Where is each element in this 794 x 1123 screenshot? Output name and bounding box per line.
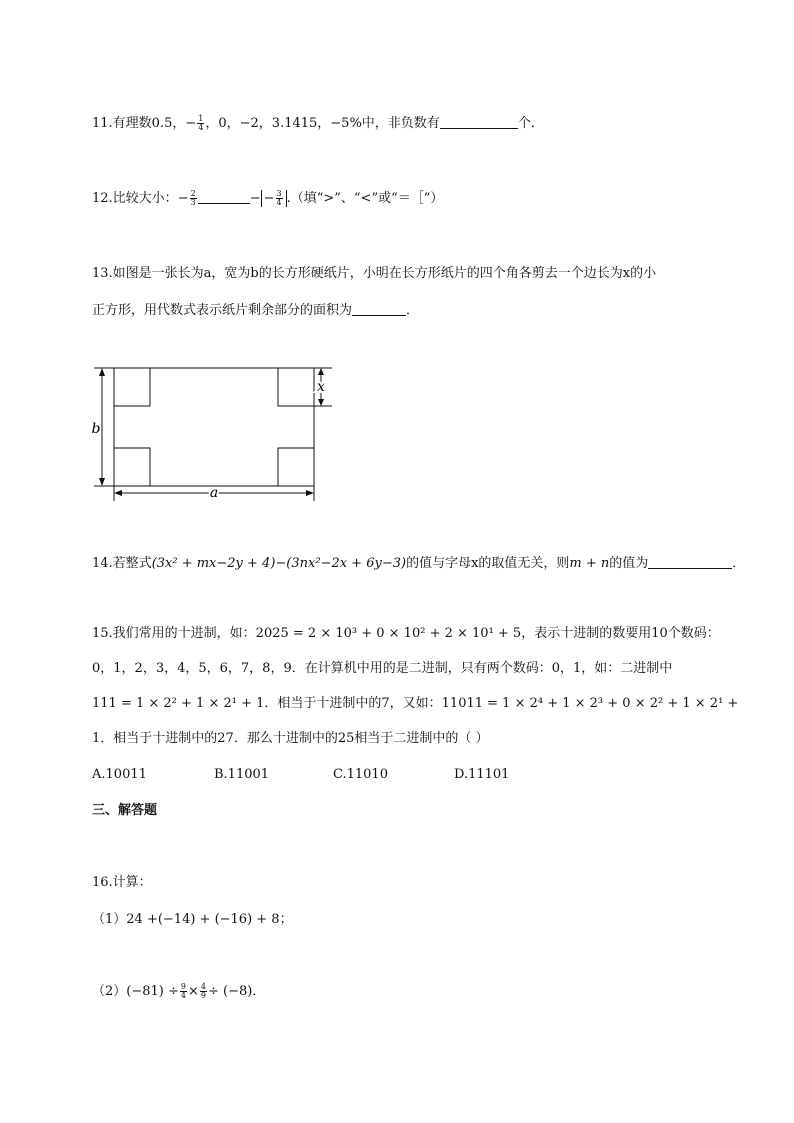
q14-answer-blank[interactable]	[648, 554, 732, 569]
q16-part2-suffix: ÷ (−8)．	[207, 984, 266, 999]
q16-f2-den: 9	[200, 991, 206, 1000]
q12-frac2-den: 4	[276, 198, 282, 207]
q12-suffix: .（填“>”、“<”或“＝［”）	[286, 191, 444, 206]
q11-fraction	[197, 115, 204, 132]
q13-answer-blank[interactable]	[352, 301, 406, 316]
q13-line2-prefix: 正方形，用代数式表示纸片剩余部分的面积为	[92, 303, 353, 318]
q11-answer-blank[interactable]	[440, 114, 518, 129]
question-16-part-2	[92, 982, 265, 1002]
question-12	[92, 189, 443, 209]
question-14	[92, 554, 745, 574]
corner-square-bottom-right	[278, 448, 314, 486]
question-15-line-3: 111 = 1 × 2² + 1 × 2¹ + 1．相当于十进制中的7，又如：11011 = 1 × 2⁴ + 1 × 2³ + 0 × 2² + 1 × 2¹ +	[92, 696, 739, 711]
question-13-line-2	[92, 301, 419, 321]
question-15-line-4: 1．相当于十进制中的27．那么十进制中的25相当于二进制中的（ ）	[92, 731, 489, 746]
q13-line2-suffix: ．	[406, 303, 420, 318]
q12-inner-neg: −	[263, 191, 275, 206]
q16-times: ×	[187, 984, 199, 999]
question-11	[92, 114, 544, 134]
question-13-line-1: 13.如图是一张长为a，宽为b的长方形硬纸片，小明在长方形纸片的四个角各剪去一个边长为x的小	[92, 266, 657, 281]
q14-prefix: 14.若整式	[92, 556, 152, 571]
q14-suffix-text: 的值为	[609, 556, 649, 571]
q14-end: ．	[732, 556, 746, 571]
q12-neg2: −	[249, 191, 261, 206]
option-d[interactable]: D.11101	[454, 767, 510, 782]
question-16-part-1: （1）24 +(−14) + (−16) + 8；	[92, 912, 293, 927]
option-b[interactable]: B.11001	[214, 767, 270, 782]
q11-frac-den: 4	[198, 123, 204, 132]
option-c[interactable]: C.11010	[333, 767, 388, 782]
q14-middle: 的值与字母x的取值无关，则	[406, 556, 570, 571]
q16-f1-den: 4	[180, 991, 186, 1000]
q16-part2-prefix: （2）(−81) ÷	[92, 984, 179, 999]
q16-f1-num: 9	[180, 982, 186, 991]
question-15-line-1: 15.我们常用的十进制，如：2025 = 2 × 10³ + 0 × 10² + 2 × 10¹ + 5，表示十进制的数要用10个数码：	[92, 626, 720, 641]
corner-square-bottom-left	[114, 448, 150, 486]
q12-frac2-num: 3	[276, 189, 282, 198]
cardboard-rectangle	[114, 368, 314, 486]
a-arrow-right	[306, 490, 314, 496]
q11-frac-num: 1	[198, 114, 204, 123]
label-b: b	[91, 421, 101, 437]
rectangle-figure	[88, 360, 338, 505]
q12-prefix: 12.比较大小：	[92, 191, 178, 206]
q11-middle: ，0，−2，3.1415，−5%中，非负数有	[205, 116, 440, 131]
question-15-line-2: 0，1，2，3，4，5，6，7，8，9．在计算机中用的是二进制，只有两个数码：0，1，如：二进制中	[92, 661, 673, 676]
x-arrow-up	[318, 368, 324, 375]
x-arrow-down	[318, 399, 324, 406]
q11-prefix: 11.有理数0.5，	[92, 116, 186, 131]
b-arrow-down	[99, 478, 105, 486]
q12-fraction-2	[276, 190, 283, 207]
q14-expression: (3x² + mx−2y + 4)−(3nx²−2x + 6y−3)	[151, 556, 407, 571]
question-16-title: 16.计算：	[92, 875, 152, 890]
q12-fraction-1	[190, 190, 197, 207]
option-a[interactable]: A.10011	[92, 767, 147, 782]
b-arrow-up	[99, 368, 105, 376]
q12-frac1-den: 3	[190, 198, 196, 207]
corner-square-top-left	[114, 368, 150, 406]
q16-f2-num: 4	[200, 982, 206, 991]
section-title: 三、解答题	[92, 803, 158, 818]
q11-suffix: 个．	[517, 116, 544, 131]
question-15-options	[92, 765, 692, 785]
q12-answer-blank[interactable]	[198, 189, 250, 204]
q12-neg1: −	[177, 191, 189, 206]
label-a: a	[209, 485, 219, 501]
q14-expression-2: m + n	[569, 556, 610, 571]
a-arrow-left	[114, 490, 122, 496]
q12-frac1-num: 2	[190, 189, 196, 198]
q16-fraction-1	[180, 983, 187, 1000]
q11-neg-sign: −	[185, 116, 197, 131]
q16-fraction-2	[200, 983, 207, 1000]
corner-square-top-right	[278, 368, 314, 406]
q12-absolute-value	[261, 190, 287, 207]
label-x: x	[317, 379, 325, 395]
